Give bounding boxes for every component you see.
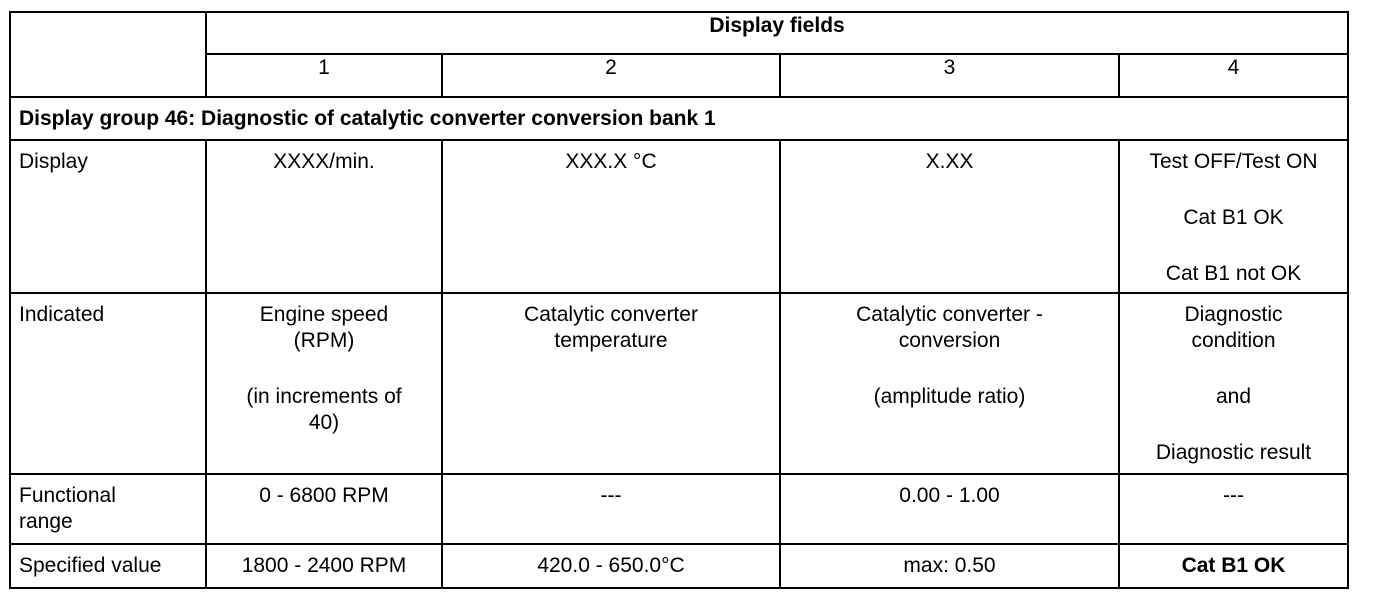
display-fields-title: Display fields [206,12,1348,54]
functional-range-3: 0.00 - 1.00 [780,474,1119,544]
display-field-4-line: Cat B1 OK [1183,206,1284,229]
indicated-field-3 [780,293,1119,474]
indicated-text: temperature [554,329,668,352]
indicated-text: (in increments of [246,385,402,408]
specified-value-1: 1800 - 2400 RPM [206,544,442,588]
indicated-row-label: Indicated [10,293,206,474]
functional-range-4: --- [1119,474,1348,544]
indicated-text: and [1215,385,1252,408]
column-number-3: 3 [780,54,1119,97]
display-group-table [9,11,1349,589]
indicated-field-2 [442,293,780,474]
indicated-text: Diagnostic [1184,303,1283,326]
specified-value-4: Cat B1 OK [1119,544,1348,588]
indicated-text: 40) [308,411,340,434]
display-field-4-line: Cat B1 not OK [1165,262,1302,285]
functional-range-2: --- [442,474,780,544]
indicated-text: Engine speed [259,303,389,326]
functional-label-line: range [19,510,73,533]
display-field-4 [1119,140,1348,293]
display-field-3: X.XX [780,140,1119,293]
functional-range-1: 0 - 6800 RPM [206,474,442,544]
indicated-text: Diagnostic result [1155,441,1312,464]
column-number-4: 4 [1119,54,1348,97]
display-group-title: Display group 46: Diagnostic of catalytic converter conversion bank 1 [10,97,1348,140]
display-field-1: XXXX/min. [206,140,442,293]
indicated-text: conversion [898,329,1001,352]
display-field-2: XXX.X °C [442,140,780,293]
specified-value-2: 420.0 - 650.0°C [442,544,780,588]
display-row-label: Display [10,140,206,293]
functional-range-label [10,474,206,544]
display-row [10,140,1348,293]
specified-value-row [10,544,1348,588]
column-number-2: 2 [442,54,780,97]
functional-range-row [10,474,1348,544]
indicated-text: Catalytic converter [524,303,698,326]
indicated-text: (RPM) [293,329,355,352]
indicated-text: (amplitude ratio) [873,385,1026,408]
specified-value-label: Specified value [10,544,206,588]
specified-value-3: max: 0.50 [780,544,1119,588]
indicated-row [10,293,1348,474]
indicated-text: Catalytic converter - [856,303,1043,326]
display-field-4-line: Test OFF/Test ON [1149,150,1318,173]
functional-label-line: Functional [19,484,116,507]
indicated-field-4 [1119,293,1348,474]
indicated-field-1 [206,293,442,474]
column-number-1: 1 [206,54,442,97]
header-row [10,12,1348,54]
indicated-text: condition [1191,329,1276,352]
group-row [10,97,1348,140]
corner-cell [10,12,206,97]
column-number-row [10,54,1348,97]
